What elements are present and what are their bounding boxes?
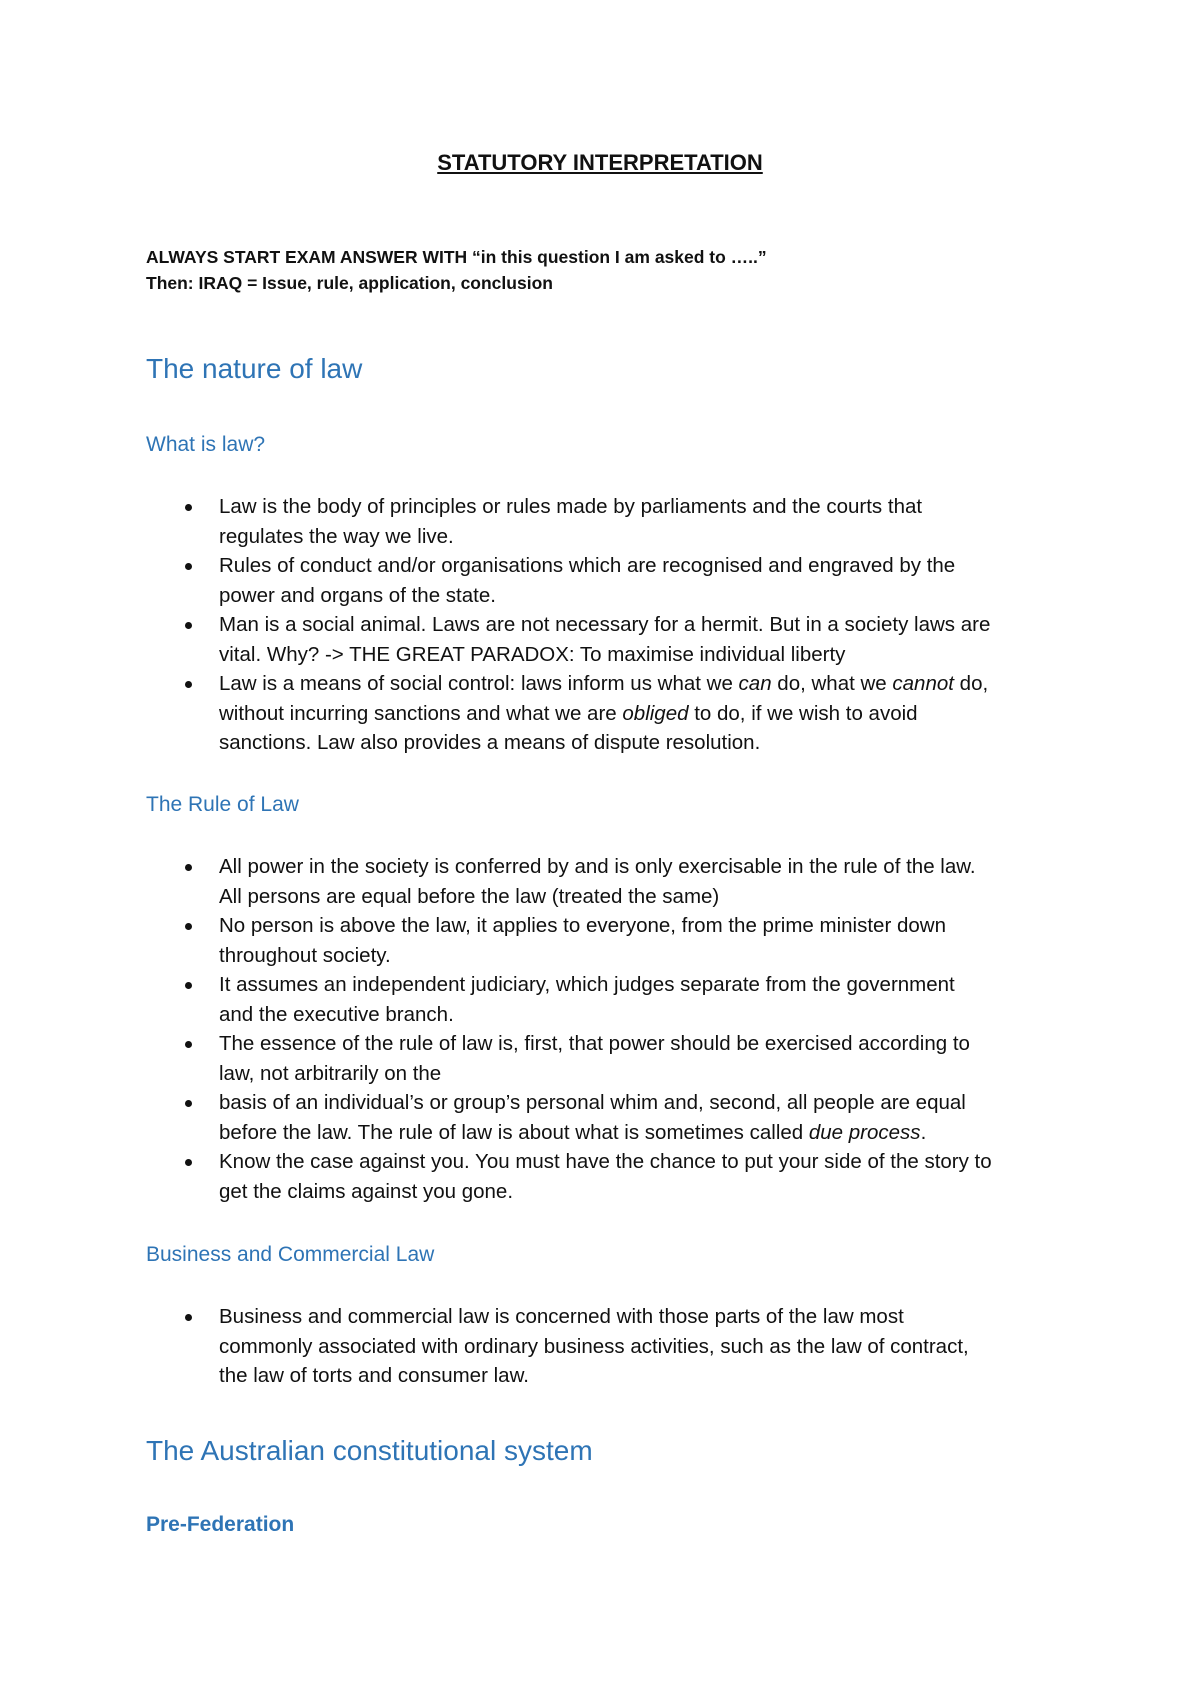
- heading-business-commercial-law: Business and Commercial Law: [146, 1243, 435, 1266]
- list-item-line: law, not arbitrarily on the: [219, 1061, 442, 1085]
- heading-nature-of-law: The nature of law: [146, 353, 363, 384]
- list-item-line: commonly associated with ordinary business activities, such as the law of contract,: [219, 1334, 969, 1358]
- list-item-line: get the claims against you gone.: [219, 1179, 514, 1203]
- list-item-line: throughout society.: [219, 943, 391, 967]
- exam-instruction-line-1: ALWAYS START EXAM ANSWER WITH “in this question I am asked to …..”: [146, 247, 767, 267]
- list-item-line: Man is a social animal. Laws are not necessary for a hermit. But in a society laws are: [219, 613, 991, 636]
- heading-rule-of-law: The Rule of Law: [146, 793, 299, 816]
- list-item-line: Business and commercial law is concerned with those parts of the law most: [219, 1305, 904, 1328]
- list-item-line: sanctions. Law also provides a means of dispute resolution.: [219, 731, 761, 754]
- heading-what-is-law: What is law?: [146, 433, 266, 456]
- list-item-line: The essence of the rule of law is, first, that power should be exercised according to: [219, 1032, 970, 1055]
- list-item-line: It assumes an independent judiciary, which judges separate from the government: [219, 973, 955, 996]
- list-item-line: All power in the society is conferred by and is only exercisable in the rule of the law.: [219, 855, 976, 878]
- list-item: [146, 492, 1076, 551]
- italic-due-process: due process: [808, 1120, 921, 1144]
- list-item-line: Law is the body of principles or rules made by parliaments and the courts that: [219, 495, 923, 518]
- list-item-line: All persons are equal before the law (treated the same): [219, 884, 720, 908]
- exam-instruction-line-2: Then: IRAQ = Issue, rule, application, conclusion: [146, 273, 553, 293]
- list-item-line: before the law. The rule of law is about what is sometimes called due process.: [219, 1120, 927, 1144]
- list-item-line: Know the case against you. You must have the chance to put your side of the story to: [219, 1150, 992, 1173]
- italic-cannot: cannot: [892, 672, 954, 695]
- list-item-line: Law is a means of social control: laws inform us what we can do, what we cannot do,: [219, 672, 989, 695]
- heading-australian-constitutional-system: The Australian constitutional system: [146, 1435, 593, 1466]
- list-item: [146, 970, 1076, 1029]
- heading-pre-federation: Pre-Federation: [146, 1513, 295, 1536]
- list-item: [146, 911, 1076, 970]
- list-item-line: vital. Why? -> THE GREAT PARADOX: To maximise individual liberty: [219, 642, 846, 666]
- list-item-line: Rules of conduct and/or organisations which are recognised and engraved by the: [219, 554, 956, 577]
- list-item-line: basis of an individual’s or group’s personal whim and, second, all people are equal: [219, 1091, 966, 1114]
- list-item: [146, 1147, 1076, 1206]
- list-item: [146, 551, 1076, 610]
- italic-can: can: [738, 672, 772, 695]
- list-item: [146, 1088, 1076, 1147]
- list-item: [146, 669, 1076, 758]
- italic-obliged: obliged: [622, 701, 689, 725]
- list-item-line: and the executive branch.: [219, 1002, 454, 1026]
- business-law-list: [146, 1302, 1076, 1391]
- list-item-line: power and organs of the state.: [219, 583, 496, 607]
- rule-of-law-list: [146, 852, 1076, 1206]
- what-is-law-list: [146, 492, 1076, 758]
- document-title: STATUTORY INTERPRETATION: [437, 150, 763, 175]
- list-item-line: regulates the way we live.: [219, 524, 454, 548]
- list-item: [146, 852, 1076, 911]
- list-item: [146, 610, 1076, 669]
- list-item-line: without incurring sanctions and what we are obliged to do, if we wish to avoid: [219, 701, 918, 725]
- list-item-line: No person is above the law, it applies to everyone, from the prime minister down: [219, 914, 946, 937]
- list-item-line: the law of torts and consumer law.: [219, 1364, 529, 1387]
- list-item: [146, 1029, 1076, 1088]
- list-item: [146, 1302, 1076, 1391]
